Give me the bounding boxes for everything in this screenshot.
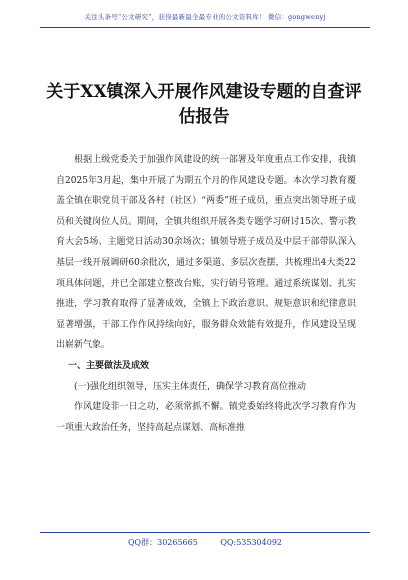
footer-banner xyxy=(40,532,370,548)
document-body xyxy=(56,150,356,438)
document-title: 关于XX镇深入开展作风建设专题的自查评估报告 xyxy=(46,82,362,127)
intro-paragraph: 根据上级党委关于加强作风建设的统一部署及年度重点工作安排，我镇自2025年3月起，集中开展了为期五个月的作风建设专题。本次学习教育覆盖全镇在职党员干部及各村（社区）“两委”班子成员，重点突出领导班子成员和关键岗位人员。期间，全镇共组织开展各类专题学习研讨15次、警示教育大会5场、主题党日活动30余场次；镇领导班子成员及中层干部带队深入基层一线开展调研60余批次，通过多渠道、多层次查摆，共梳理出4大类22项具体问题，并已全部建立整改台账，实行销号管理。通过系统谋划、扎实推进，学习教育取得了显著成效，全镇上下政治意识、规矩意识和纪律意识显著增强，干部工作作风持续向好，服务群众效能有效提升，作风建设呈现出崭新气象。 xyxy=(56,155,356,351)
section-heading: 一、主要做法及成效 xyxy=(68,360,150,371)
header-banner: 关注头条号“公文研究”，获得最新最全最专业的公文资料库！ 微信：gongwenyj xyxy=(40,12,370,28)
subsection-heading: (一)强化组织领导，压实主体责任，确保学习教育高位推动 xyxy=(74,381,307,392)
qq-group-text: QQ群：30265665 xyxy=(127,538,198,547)
subsection-paragraph: 作风建设非一日之功，必须常抓不懈。镇党委始终将此次学习教育作为一项重大政治任务，坚持高起点谋划、高标准推 xyxy=(56,402,356,433)
qq-contact-text: QQ:535304092 xyxy=(220,538,282,547)
